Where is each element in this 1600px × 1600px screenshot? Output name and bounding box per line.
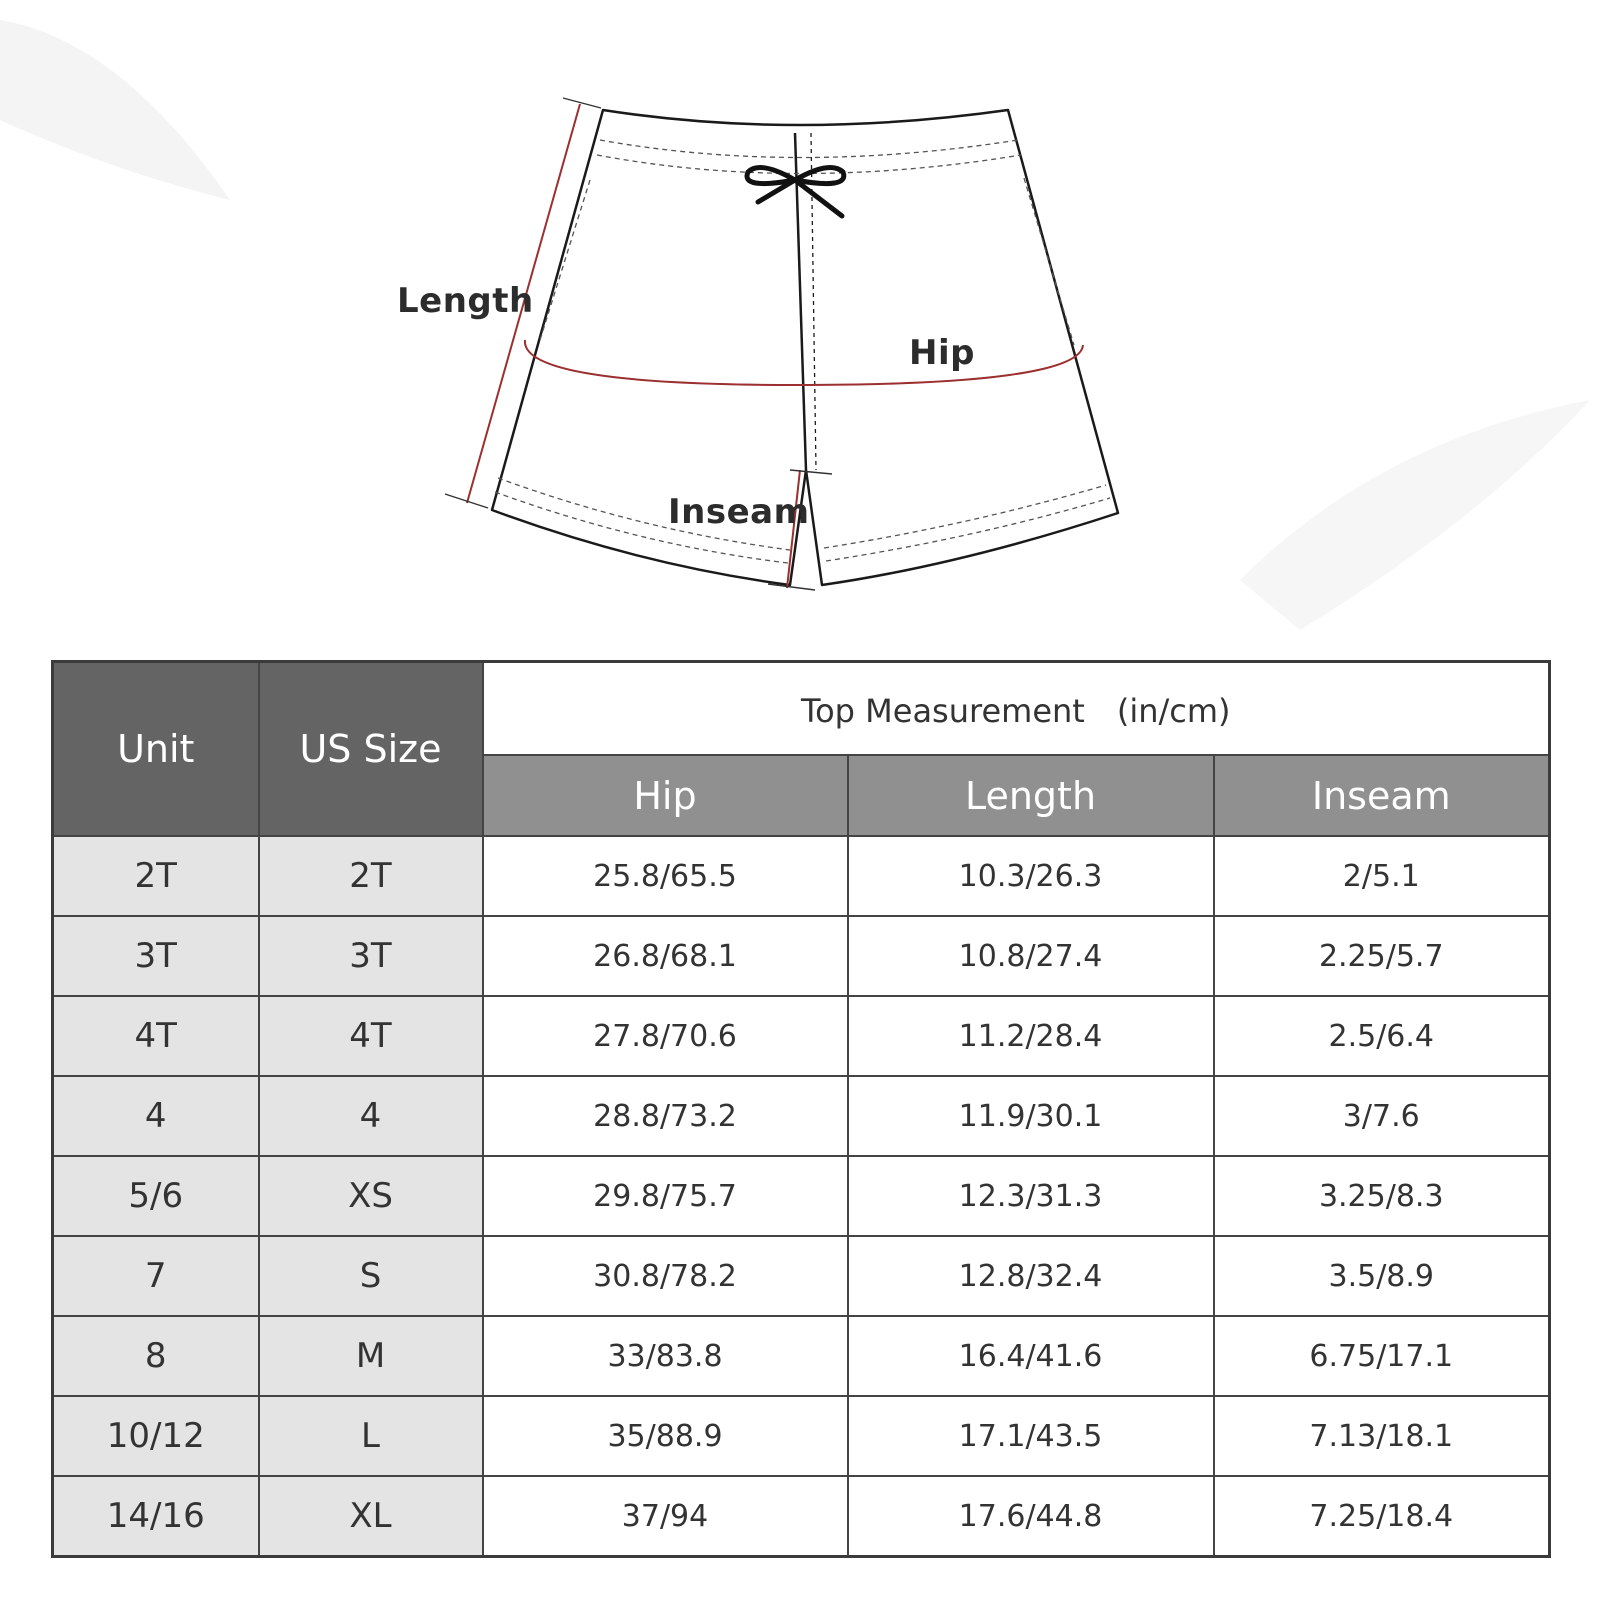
us-size-cell: 3T [259, 916, 483, 996]
unit-cell: 8 [53, 1316, 259, 1396]
hip-cell: 28.8/73.2 [483, 1076, 848, 1156]
inseam-cell: 3.5/8.9 [1214, 1236, 1550, 1316]
inseam-cell: 2.5/6.4 [1214, 996, 1550, 1076]
length-cell: 10.8/27.4 [848, 916, 1214, 996]
table-row [53, 916, 1550, 996]
table-row [53, 1236, 1550, 1316]
inseam-cell: 7.13/18.1 [1214, 1396, 1550, 1476]
inseam-cell: 2/5.1 [1214, 836, 1550, 916]
hip-cell: 35/88.9 [483, 1396, 848, 1476]
hip-cell: 27.8/70.6 [483, 996, 848, 1076]
us-size-cell: XS [259, 1156, 483, 1236]
length-header: Length [848, 755, 1214, 836]
hip-header: Hip [483, 755, 848, 836]
table-row [53, 1076, 1550, 1156]
us-size-cell: L [259, 1396, 483, 1476]
length-cell: 16.4/41.6 [848, 1316, 1214, 1396]
us-size-cell: 4 [259, 1076, 483, 1156]
table-row [53, 1476, 1550, 1557]
length-cell: 11.9/30.1 [848, 1076, 1214, 1156]
length-cell: 12.3/31.3 [848, 1156, 1214, 1236]
hip-cell: 29.8/75.7 [483, 1156, 848, 1236]
table-header-row [53, 662, 1550, 756]
shorts-diagram [0, 0, 1600, 620]
diagram-label-length: Length [397, 281, 534, 321]
unit-cell: 5/6 [53, 1156, 259, 1236]
top-measurement-header: Top Measurement (in/cm) [483, 662, 1550, 756]
inseam-cell: 2.25/5.7 [1214, 916, 1550, 996]
unit-cell: 7 [53, 1236, 259, 1316]
table-row [53, 1396, 1550, 1476]
length-cell: 11.2/28.4 [848, 996, 1214, 1076]
hip-cell: 26.8/68.1 [483, 916, 848, 996]
us-size-cell: 4T [259, 996, 483, 1076]
hip-cell: 37/94 [483, 1476, 848, 1557]
inseam-cell: 6.75/17.1 [1214, 1316, 1550, 1396]
unit-cell: 14/16 [53, 1476, 259, 1557]
table-row [53, 996, 1550, 1076]
diagram-label-hip: Hip [909, 333, 975, 373]
hip-cell: 30.8/78.2 [483, 1236, 848, 1316]
us-size-header: US Size [259, 662, 483, 837]
inseam-cell: 7.25/18.4 [1214, 1476, 1550, 1557]
hip-cell: 25.8/65.5 [483, 836, 848, 916]
unit-cell: 4T [53, 996, 259, 1076]
inseam-cell: 3/7.6 [1214, 1076, 1550, 1156]
length-cell: 12.8/32.4 [848, 1236, 1214, 1316]
us-size-cell: XL [259, 1476, 483, 1557]
hip-cell: 33/83.8 [483, 1316, 848, 1396]
unit-cell: 3T [53, 916, 259, 996]
us-size-cell: 2T [259, 836, 483, 916]
unit-cell: 4 [53, 1076, 259, 1156]
table-row [53, 1316, 1550, 1396]
us-size-cell: M [259, 1316, 483, 1396]
unit-cell: 10/12 [53, 1396, 259, 1476]
size-chart-table [51, 660, 1551, 1558]
table-row [53, 836, 1550, 916]
length-cell: 17.6/44.8 [848, 1476, 1214, 1557]
length-cell: 17.1/43.5 [848, 1396, 1214, 1476]
inseam-header: Inseam [1214, 755, 1550, 836]
unit-cell: 2T [53, 836, 259, 916]
length-cell: 10.3/26.3 [848, 836, 1214, 916]
unit-header: Unit [53, 662, 259, 837]
table-row [53, 1156, 1550, 1236]
inseam-cell: 3.25/8.3 [1214, 1156, 1550, 1236]
us-size-cell: S [259, 1236, 483, 1316]
diagram-label-inseam: Inseam [668, 492, 810, 532]
